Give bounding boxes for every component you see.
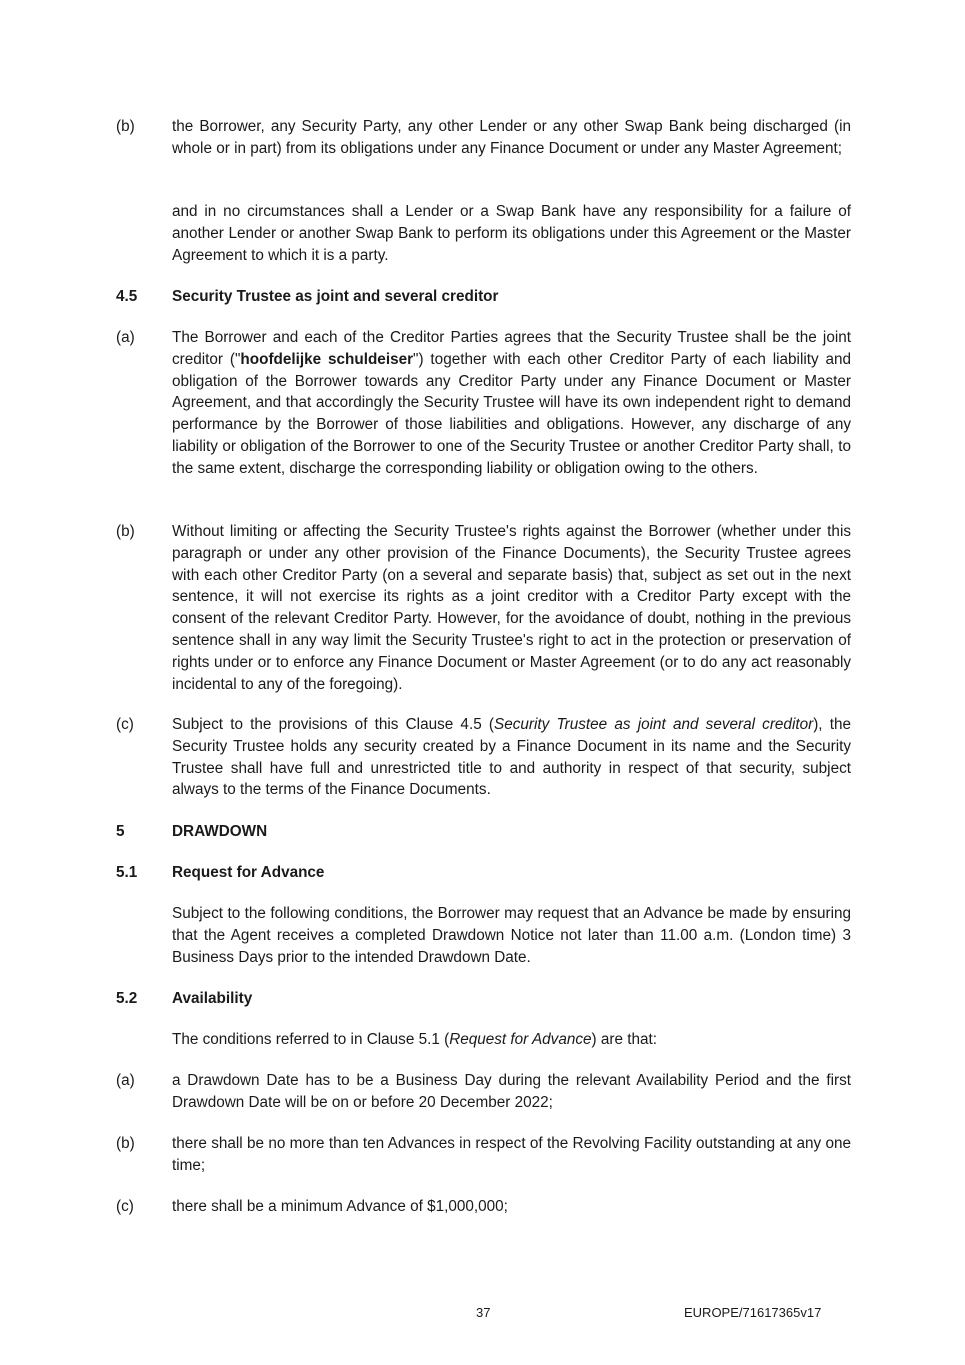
section-5-1-text: Subject to the following conditions, the Borrower may request that an Advance be made by ensuring that the Agent receives a completed Drawdown Notice not later than 11.00 a.m. (London time) 3 Business Days prior to the intended Drawdown Date.: [172, 905, 851, 966]
section-title-5-2: Availability: [172, 990, 253, 1007]
section-title-5: DRAWDOWN: [172, 823, 268, 840]
continuation-paragraph: and in no circumstances shall a Lender or a Swap Bank have any responsibility for a failure of another Lender or another Swap Bank to perform its obligations under this Agreement or the Master Agreement to which it is a party.: [172, 203, 851, 264]
section-5-2-intro: The conditions referred to in Clause 5.1 (Request for Advance) are that:: [172, 1031, 657, 1048]
document-reference: EUROPE/71617365v17: [684, 1305, 822, 1320]
item-4-5-c-text: Subject to the provisions of this Clause 4.5 (Security Trustee as joint and several creditor), the Security Trustee holds any security created by a Finance Document in its name and the Security Trustee shall have full and unrestricted title to and authority in respect of that security, subject always to the terms of the Finance Documents.: [172, 716, 852, 799]
item-label-5-2-a: (a): [116, 1072, 135, 1089]
section-title-4-5: Security Trustee as joint and several creditor: [172, 288, 499, 305]
section-number-5-1: 5.1: [116, 864, 138, 881]
item-label-4-5-a: (a): [116, 329, 135, 346]
page-number: 37: [476, 1305, 491, 1320]
item-b-text: the Borrower, any Security Party, any other Lender or any other Swap Bank being discharged (in whole or in part) from its obligations under any Finance Document or under any Master Agreement;: [172, 118, 851, 157]
item-4-5-a-text: The Borrower and each of the Creditor Parties agrees that the Security Trustee shall be the joint creditor ("hoofdelijke schuldeiser") together with each other Creditor Party of each liability and obligation of the Borrower towards any Creditor Party under any Finance Document or Master Agreement, and that accordingly the Security Trustee will have its own independent right to demand performance by the Borrower of those liabilities and obligations. However, any discharge of any liability or obligation of the Borrower to one of the Security Trustee or another Creditor Party shall, to the same extent, discharge the corresponding liability or obligation owing to the others.: [172, 329, 852, 477]
section-number-5-2: 5.2: [116, 990, 138, 1007]
item-5-2-a-text: a Drawdown Date has to be a Business Day during the relevant Availability Period and the first Drawdown Date will be on or before 20 December 2022;: [172, 1072, 851, 1111]
item-label-b: (b): [116, 118, 135, 135]
item-label-4-5-b: (b): [116, 523, 135, 540]
clause-reference: Request for Advance: [449, 1031, 592, 1048]
section-title-5-1: Request for Advance: [172, 864, 325, 881]
item-4-5-b-text: Without limiting or affecting the Security Trustee's rights against the Borrower (whether under this paragraph or under any other provision of the Finance Documents), the Security Trustee agrees with each other Creditor Party (on a several and separate basis) that, subject as set out in the next sentence, it will not exercise its rights as a joint creditor with a Creditor Party except with the consent of the relevant Creditor Party. However, for the avoidance of doubt, nothing in the previous sentence shall in any way limit the Security Trustee's right to act in the protection or preservation of rights under or to enforce any Finance Document or Master Agreement (or to do any act reasonably incidental to any of the foregoing).: [172, 523, 851, 693]
item-5-2-b-text: there shall be no more than ten Advances in respect of the Revolving Facility outstanding at any one time;: [172, 1135, 851, 1174]
item-label-5-2-c: (c): [116, 1198, 134, 1215]
item-label-5-2-b: (b): [116, 1135, 135, 1152]
dutch-term: hoofdelijke schuldeiser: [240, 350, 414, 368]
item-5-2-c-text: there shall be a minimum Advance of $1,000,000;: [172, 1198, 508, 1215]
clause-reference: Security Trustee as joint and several creditor: [494, 716, 814, 733]
item-label-4-5-c: (c): [116, 716, 134, 733]
section-number-4-5: 4.5: [116, 288, 138, 305]
section-number-5: 5: [116, 823, 125, 840]
